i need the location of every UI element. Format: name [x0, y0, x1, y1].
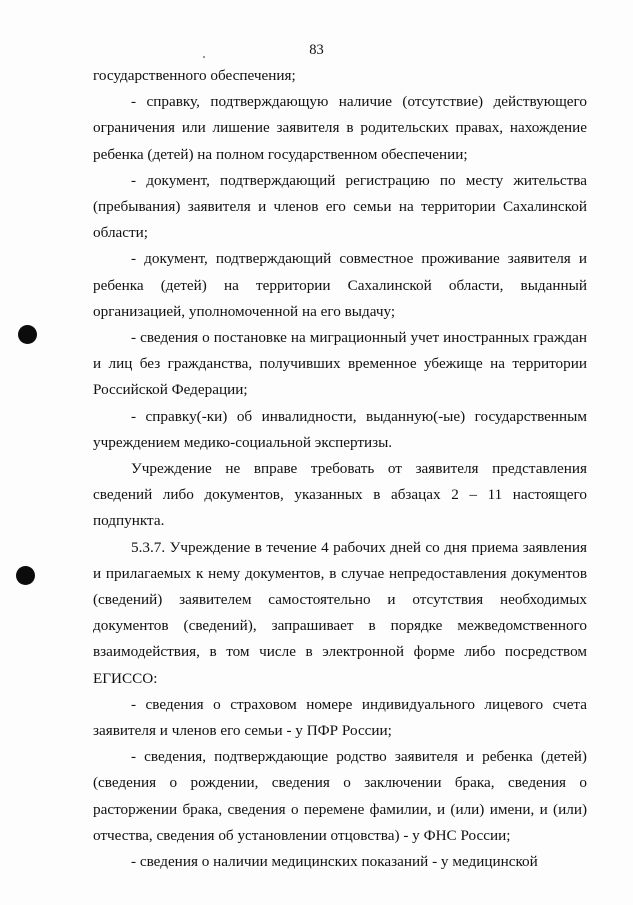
document-body: [93, 63, 587, 875]
paragraph: - справку, подтверждающую наличие (отсутствие) действующего ограничения или лишение заявителя в родительских правах, нахождение ребенка (детей) на полном государственном обеспечении;: [93, 93, 587, 163]
paragraph: - сведения о постановке на миграционный учет иностранных граждан и лиц без гражданства, получивших временное убежище на территории Российской Федерации;: [93, 329, 587, 399]
paragraph: 5.3.7. Учреждение в течение 4 рабочих дней со дня приема заявления и прилагаемых к нему документов, в случае непредоставления документов (сведений) заявителем самостоятельно и отсутствия необходимых документов (сведений), запрашивает в порядке межведомственного взаимодействия, в том числе в электронной форме либо посредством ЕГИССО:: [93, 538, 587, 687]
punch-hole-mark: [16, 566, 35, 585]
punch-hole-mark: [18, 325, 37, 344]
paragraph: - сведения, подтверждающие родство заявителя и ребенка (детей) (сведения о рождении, сведения о заключении брака, сведения о расторжении брака, сведения о перемене фамилии, и (или) имени, и (или) отчества, сведения об установлении отцовства) - у ФНС России;: [93, 748, 587, 844]
page-number: 83: [309, 42, 324, 58]
paragraph: - сведения о наличии медицинских показаний - у медицинской: [131, 853, 538, 871]
paragraph: - документ, подтверждающий регистрацию по месту жительства (пребывания) заявителя и членов его семьи на территории Сахалинской области;: [93, 171, 587, 242]
paragraph: государственного обеспечения;: [93, 67, 296, 84]
paragraph: - сведения о страховом номере индивидуального лицевого счета заявителя и членов его семьи - у ПФР России;: [93, 695, 587, 740]
paragraph: - справку(-ки) об инвалидности, выданную(-ые) государственным учреждением медико-социальной экспертизы.: [93, 407, 587, 451]
paragraph: Учреждение не вправе требовать от заявителя представления сведений либо документов, указанных в абзацах 2 – 11 настоящего подпункта.: [93, 460, 587, 530]
paragraph: - документ, подтверждающий совместное проживание заявителя и ребенка (детей) на территории Сахалинской области, выданный организацией, уполномоченной на его выдачу;: [93, 250, 587, 320]
